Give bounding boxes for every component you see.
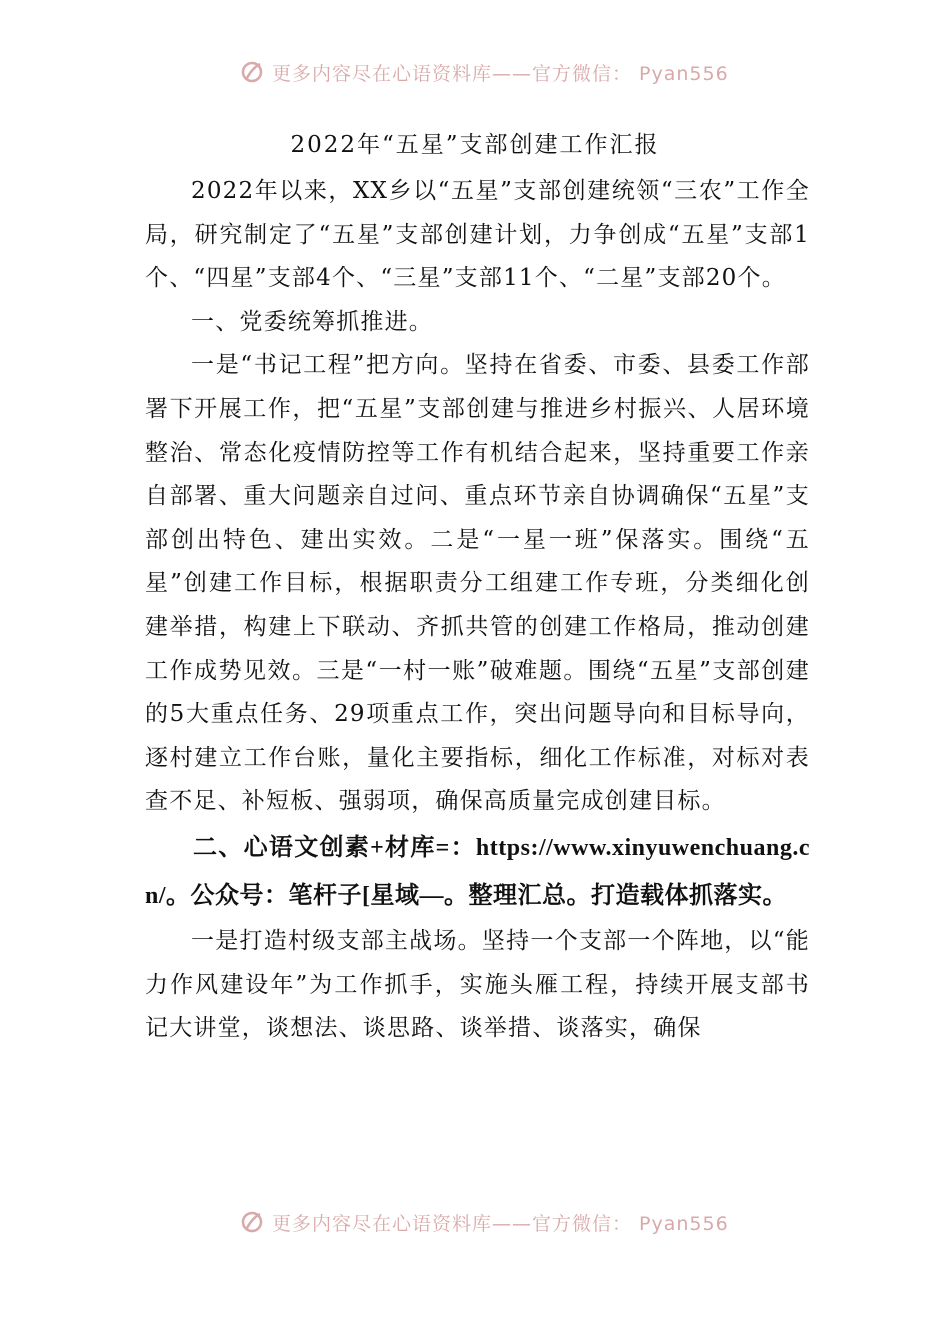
- watermark-text: 更多内容尽在心语资料库——官方微信： Pyan556: [272, 62, 729, 85]
- section-heading-1: 一、党委统筹抓推进。: [191, 308, 433, 335]
- watermark-text: 更多内容尽在心语资料库——官方微信： Pyan556: [272, 1212, 729, 1235]
- section-2-paragraph: 一是打造村级支部主战场。坚持一个支部一个阵地，以“能力作风建设年”为工作抓手，实施头雁工程，持续开展支部书记大讲堂，谈想法、谈思路、谈举措、谈落实，确保: [145, 927, 810, 1042]
- watermark-footer: [240, 1208, 729, 1236]
- document-body: [145, 170, 810, 1051]
- watermark-logo-icon: [240, 1210, 264, 1234]
- watermark-header: [240, 58, 729, 86]
- intro-paragraph: 2022年以来，XX乡以“五星”支部创建统领“三农”工作全局，研究制定了“五星”支部创建计划，力争创成“五星”支部1个、“四星”支部4个、“三星”支部11个、“二星”支部20个。: [145, 178, 810, 292]
- document-title: 2022年“五星”支部创建工作汇报: [290, 132, 660, 158]
- section-1-paragraph: 一是“书记工程”把方向。坚持在省委、市委、县委工作部署下开展工作，把“五星”支部创建与推进乡村振兴、人居环境整治、常态化疫情防控等工作有机结合起来，坚持重要工作亲自部署、重大问题亲自过问、重点环节亲自协调确保“五星”支部创出特色、建出实效。二是“一星一班”保落实。围绕“五星”创建工作目标，根据职责分工组建工作专班，分类细化创建举措，构建上下联动、齐抓共管的创建工作格局，推动创建工作成势见效。三是“一村一账”破难题。围绕“五星”支部创建的5大重点任务、29项重点工作，突出问题导向和目标导向，逐村建立工作台账，量化主要指标，细化工作标准，对标对表查不足、补短板、强弱项，确保高质量完成创建目标。: [145, 352, 810, 815]
- watermark-logo-icon: [240, 60, 264, 84]
- section-heading-2: 二、心语文创素+材库=：https://www.xinyuwenchuang.cn/。公众号：笔杆子[星域—。整理汇总。打造载体抓落实。: [145, 834, 810, 909]
